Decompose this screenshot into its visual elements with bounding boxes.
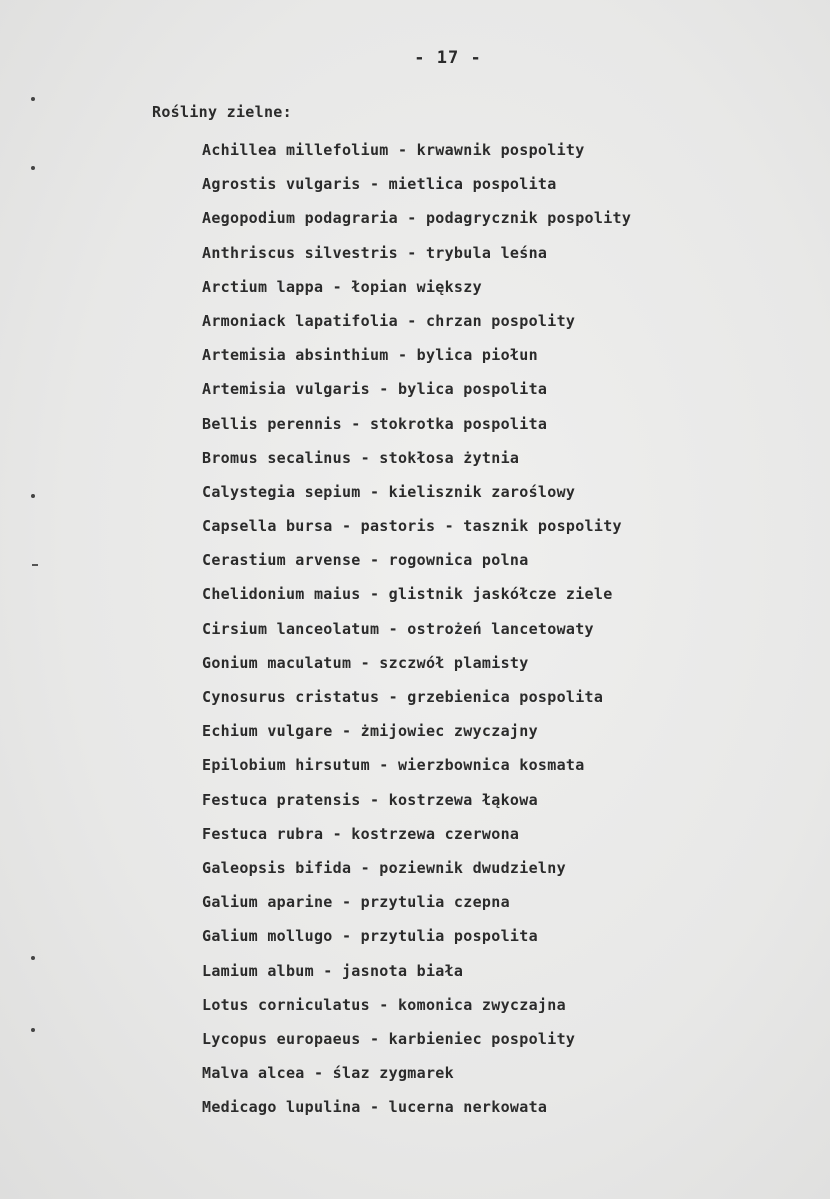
margin-dot	[31, 1028, 35, 1032]
list-item: Aegopodium podagraria - podagrycznik pospolity	[202, 209, 632, 228]
section-heading: Rośliny zielne:	[152, 103, 292, 121]
list-item: Gonium maculatum - szczwół plamisty	[202, 653, 529, 672]
list-item: Malva alcea - ślaz zygmarek	[202, 1064, 454, 1083]
list-item: Medicago lupulina - lucerna nerkowata	[202, 1098, 548, 1117]
margin-dot	[31, 97, 35, 101]
list-item: Bromus secalinus - stokłosa żytnia	[202, 448, 520, 467]
list-item: Lamium album - jasnota biała	[202, 961, 464, 980]
list-item: Anthriscus silvestris - trybula leśna	[202, 243, 548, 262]
page-number: - 17 -	[414, 48, 482, 68]
list-item: Lycopus europaeus - karbieniec pospolity	[202, 1029, 576, 1048]
list-item: Echium vulgare - żmijowiec zwyczajny	[202, 722, 538, 741]
list-item: Epilobium hirsutum - wierzbownica kosmata	[202, 756, 585, 775]
list-item: Lotus corniculatus - komonica zwyczajna	[202, 995, 566, 1014]
margin-dot	[31, 166, 35, 170]
list-item: Cynosurus cristatus - grzebienica pospolita	[202, 688, 604, 706]
list-item: Bellis perennis - stokrotka pospolita	[202, 414, 548, 433]
list-item: Artemisia vulgaris - bylica pospolita	[202, 380, 548, 399]
list-item: Arctium lappa - łopian większy	[202, 277, 482, 296]
margin-dot	[31, 494, 35, 498]
plant-list	[202, 140, 631, 1131]
list-item: Cirsium lanceolatum - ostrożeń lancetowaty	[202, 619, 594, 638]
list-item: Galium aparine - przytulia czepna	[202, 893, 510, 912]
list-item: Chelidonium maius - glistnik jaskółcze ziele	[202, 585, 613, 604]
list-item: Achillea millefolium - krwawnik pospolity	[202, 141, 585, 159]
list-item: Festuca pratensis - kostrzewa łąkowa	[202, 790, 538, 809]
list-item: Capsella bursa - pastoris - tasznik pospolity	[202, 517, 622, 536]
margin-mark	[32, 564, 38, 566]
list-item: Galeopsis bifida - poziewnik dwudzielny	[202, 858, 566, 877]
list-item: Festuca rubra - kostrzewa czerwona	[202, 824, 520, 843]
margin-dot	[31, 956, 35, 960]
list-item: Agrostis vulgaris - mietlica pospolita	[202, 175, 557, 194]
list-item: Cerastium arvense - rogownica polna	[202, 551, 529, 570]
list-item: Galium mollugo - przytulia pospolita	[202, 927, 538, 946]
list-item: Calystegia sepium - kielisznik zaroślowy	[202, 482, 576, 501]
list-item: Armoniack lapatifolia - chrzan pospolity	[202, 311, 576, 330]
list-item: Artemisia absinthium - bylica piołun	[202, 346, 538, 365]
